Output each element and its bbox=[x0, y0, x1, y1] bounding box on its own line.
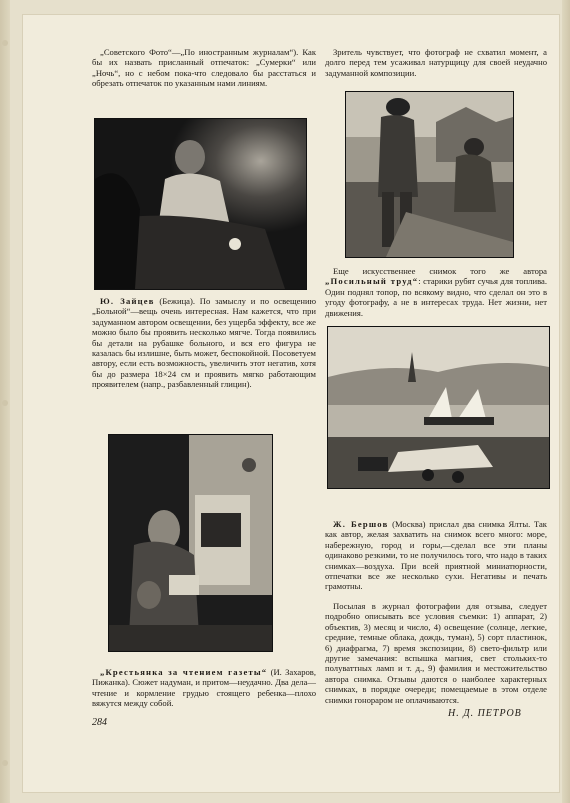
caption-author: Ю. Зайцев bbox=[100, 296, 155, 306]
caption-bershov bbox=[325, 519, 547, 592]
photo-woodcutters bbox=[345, 91, 514, 258]
intro-paragraph: „Советского Фото“—„По иностранным журналам“). Как бы их назвать присланный отпечаток: „Сумерки“ или „Ночь“, но с небом пока-что следовало бы расстаться и обрезать отпечаток по указанным нами линиям. bbox=[92, 47, 316, 89]
caption-title: „Посильный труд“ bbox=[325, 276, 419, 287]
right-top-paragraph: Зритель чувствует, что фотограф не схватил момент, а долго перед тем усаживал натурщицу для своей неудачно задуманной композиции. bbox=[325, 47, 547, 78]
photo-sick-man bbox=[94, 118, 307, 290]
page-number: 284 bbox=[92, 717, 107, 728]
author-signature: Н. Д. ПЕТРОВ bbox=[448, 708, 522, 719]
caption-zaitsev bbox=[92, 296, 316, 390]
binding-hole bbox=[2, 40, 8, 46]
caption-lead: Еще искусственнее снимок того же автора bbox=[333, 266, 547, 276]
caption-author: Ж. Бершов bbox=[333, 519, 389, 529]
closing-paragraph: Посылая в журнал фотографии для отзыва, следует подробно описывать все условия съемки: 1) аппарат, 2) объектив, 3) месяц и число, 4) освещение (солнце, легкие, средние, темные облака, дождь, туман), 5) сорт пластинок, 6) диафрагма, 7) время экспозиции, 8) свето-фильтр или другие замечания: вспышка магния, свет стольких-то полуваттных ламп и т. д., 9) фамилия и местожительство автора снимка. Отзывы даются о наиболее характерных снимках, в порядке очереди; помещаемые в этом отделе снимки гонораром не оплачиваются. bbox=[325, 601, 547, 705]
caption-wood bbox=[325, 266, 547, 318]
photo-peasant-woman bbox=[108, 434, 273, 652]
photo-yalta bbox=[327, 326, 550, 489]
caption-peasant bbox=[92, 667, 316, 709]
caption-body: (Бежица). По замыслу и по освещению „Больной“—вещь очень интересная. Нам кажется, что при задуманном автором освещении, без ущерба эффекту, все же можно было бы проявить несколько мягче. Тогда появились бы детали на рубашке больного, и вся его фигура не казалась бы излишне, быть может, беспокойной. Посоветуем автору, если есть возможность, увеличить этот негатив, хотя бы до размера 18×24 см и проявить мягко работающим проявителем (напр., разбавленный глицин). bbox=[92, 296, 316, 390]
caption-body: (Москва) прислал два снимка Ялты. Так как автор, желая захватить на снимок всего много: море, набережную, город и горы,—сделал все эти планы одинаково резкими, то не получилось того, что надо в таких снимках—воздуха. При всей приятной миниатюрности, отпечатки все же несколько сухи. Негативы и печать грамотны. bbox=[325, 519, 547, 592]
binding-hole bbox=[2, 760, 8, 766]
page-edge bbox=[562, 0, 570, 803]
caption-title: „Крестьянка за чтением газеты“ bbox=[100, 667, 268, 677]
caption-body: (И. Захаров, Пижанка). Сюжет надуман, и притом—неудачно. Два дела—чтение и кормление грудью стоящего ребенка—плохо вяжутся между собой. bbox=[92, 667, 317, 709]
binding-hole bbox=[2, 400, 8, 406]
caption-body: : старики рубят сучья для топлива. Один поднял топор, по всякому видно, что сделал он это в угоду фотографу, а не в интересах труда. Нет жизни, нет движения. bbox=[325, 276, 547, 318]
